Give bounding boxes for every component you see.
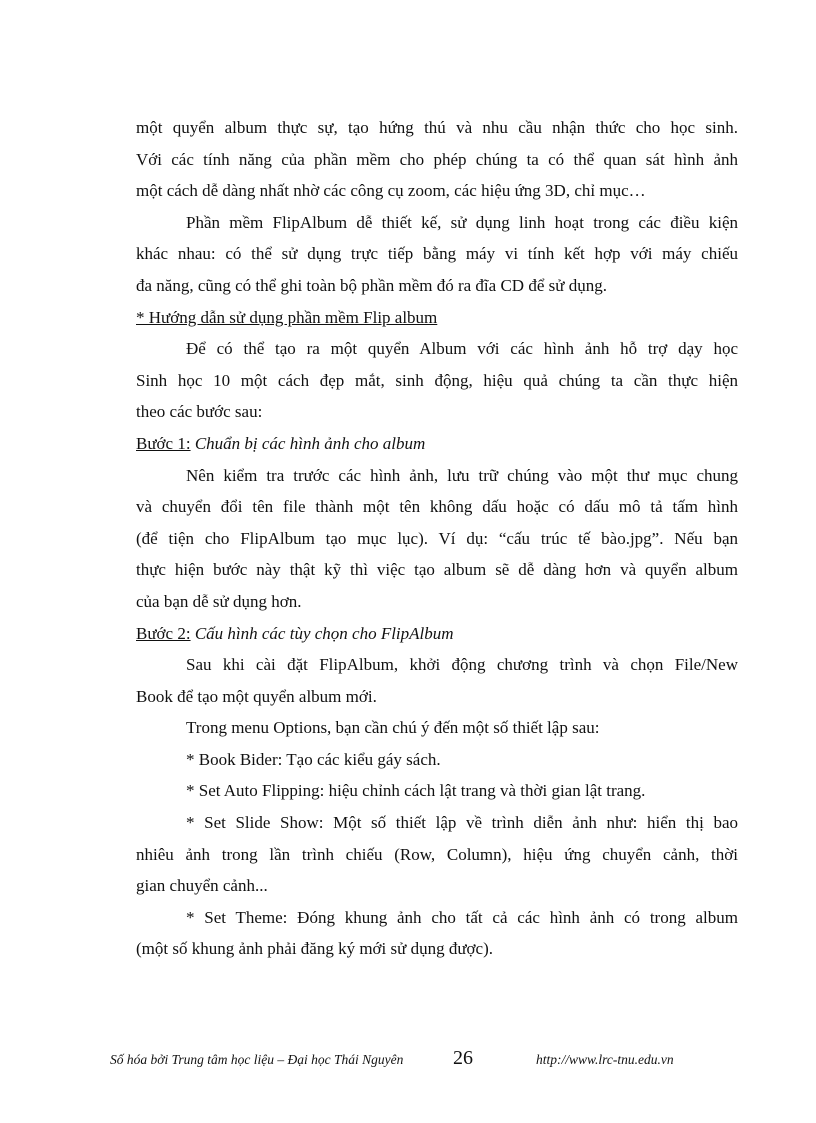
- step-2-title: Cấu hình các tùy chọn cho FlipAlbum: [190, 623, 454, 643]
- paragraph-line: Phần mềm FlipAlbum dễ thiết kế, sử dụng linh hoạt trong các điều kiện: [186, 212, 738, 232]
- section-heading-text: * Hướng dẫn sử dụng phần mềm Flip album: [136, 307, 438, 327]
- footer-url: http://www.lrc-tnu.edu.vn: [536, 1052, 674, 1067]
- paragraph-line: * Set Theme: Đóng khung ảnh cho tất cả các hình ảnh có trong album: [186, 907, 738, 927]
- step-1-heading: [136, 428, 738, 460]
- paragraph-line: một quyển album thực sự, tạo hứng thú và nhu cầu nhận thức cho học sinh.: [136, 118, 738, 137]
- paragraph-line: Với các tính năng của phần mềm cho phép chúng ta có thể quan sát hình ảnh: [136, 149, 738, 169]
- paragraph-line: Nên kiểm tra trước các hình ảnh, lưu trữ chúng vào một thư mục chung: [186, 465, 738, 485]
- page-footer: [0, 1049, 816, 1073]
- paragraph-line: đa năng, cũng có thể ghi toàn bộ phần mềm đó ra đĩa CD để sử dụng.: [136, 275, 607, 295]
- paragraph-line: Sau khi cài đặt FlipAlbum, khởi động chương trình và chọn File/New: [186, 655, 738, 675]
- page-number: 26: [453, 1047, 473, 1069]
- paragraph-line: * Set Auto Flipping: hiệu chỉnh cách lật trang và thời gian lật trang.: [186, 781, 646, 801]
- footer-source: Số hóa bởi Trung tâm học liệu – Đại học Thái Nguyên: [110, 1052, 404, 1067]
- step-1-label: Bước 1:: [136, 433, 191, 453]
- paragraph-line: theo các bước sau:: [136, 402, 263, 422]
- paragraph-line: Book để tạo một quyển album mới.: [136, 686, 377, 706]
- paragraph-line: Sinh học 10 một cách đẹp mắt, sinh động, hiệu quả chúng ta cần thực hiện: [136, 370, 738, 390]
- paragraph-line: thực hiện bước này thật kỹ thì việc tạo album sẽ dễ dàng hơn và quyển album: [136, 560, 738, 580]
- page-body: [136, 112, 738, 965]
- paragraph-line: của bạn dễ sử dụng hơn.: [136, 591, 302, 611]
- paragraph-line: Trong menu Options, bạn cần chú ý đến một số thiết lập sau:: [186, 718, 600, 738]
- paragraph-line: và chuyển đổi tên file thành một tên không dấu hoặc có dấu mô tả tấm hình: [136, 497, 738, 517]
- paragraph-line: (một số khung ảnh phải đăng ký mới sử dụng được).: [136, 939, 494, 959]
- paragraph-line: nhiêu ảnh trong lần trình chiếu (Row, Column), hiệu ứng chuyển cảnh, thời: [136, 844, 738, 864]
- paragraph-line: * Set Slide Show: Một số thiết lập về trình diễn ảnh như: hiển thị bao: [186, 813, 738, 833]
- paragraph-line: một cách dễ dàng nhất nhờ các công cụ zoom, các hiệu ứng 3D, chỉ mục…: [136, 181, 646, 201]
- step-2-label: Bước 2:: [136, 623, 191, 643]
- paragraph-line: (để tiện cho FlipAlbum tạo mục lục). Ví dụ: “cấu trúc tế bào.jpg”. Nếu bạn: [136, 528, 738, 548]
- paragraph-line: gian chuyển cảnh...: [136, 876, 268, 896]
- section-heading: [136, 302, 738, 334]
- paragraph-line: khác nhau: có thể sử dụng trực tiếp bằng máy vi tính kết hợp với máy chiếu: [136, 244, 738, 264]
- step-2-heading: [136, 618, 738, 650]
- step-1-title: Chuẩn bị các hình ảnh cho album: [190, 433, 426, 453]
- paragraph-line: * Book Bider: Tạo các kiểu gáy sách.: [186, 749, 441, 769]
- paragraph-line: Để có thể tạo ra một quyển Album với các hình ảnh hỗ trợ dạy học: [186, 339, 738, 359]
